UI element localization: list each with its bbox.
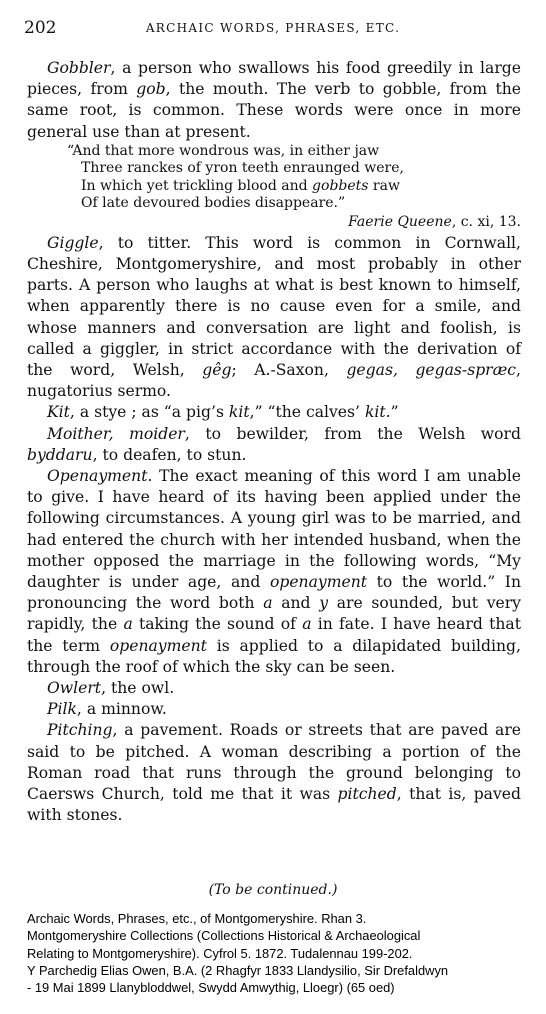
italic-term: openayment	[269, 573, 368, 592]
text-run: , to titter. This word is common in Cornwall, Cheshire, Montgomeryshire, and most probably in other parts. A person who laughs at what is best known to himself, when apparently there is no cause even for a smile, and whose manners and conversation are light and foolish, is called a giggler, in strict accordance with the derivation of the word, Welsh,	[27, 233, 521, 380]
text-run: ,” “the calves’	[249, 403, 365, 422]
source-note-line: Montgomeryshire Collections (Collections Historical & Archaeological	[27, 928, 421, 944]
source-note-line: Relating to Montgomeryshire). Cyfrol 5. 1872. Tudalennau 199-202.	[27, 945, 413, 961]
text-run: Of late devoured bodies disappeare.”	[81, 195, 346, 212]
glossary-entry	[27, 720, 521, 826]
text-run: Three ranckes of yron teeth enraunged were,	[81, 160, 404, 177]
source-note	[27, 910, 527, 996]
text-run: taking the sound of	[132, 615, 303, 634]
italic-term: gêg	[202, 361, 232, 380]
text-run: , the owl.	[101, 679, 175, 698]
text-run: , a minnow.	[76, 700, 167, 719]
italic-term: a	[123, 615, 133, 634]
italic-term: Owlert	[47, 679, 102, 698]
text-run: raw	[368, 177, 400, 194]
quotation-citation	[27, 213, 521, 231]
to-be-continued: (To be continued.)	[208, 882, 338, 898]
italic-term: Openayment	[47, 467, 148, 486]
italic-term: gegas, gegas-spræc	[346, 361, 517, 380]
verse-line	[67, 178, 521, 196]
italic-term: byddaru	[27, 445, 93, 464]
text-run: , to deafen, to stun.	[92, 445, 247, 464]
italic-term: y	[319, 594, 329, 613]
running-title: ARCHAIC WORDS, PHRASES, ETC.	[145, 21, 401, 35]
text-run: in fate. I have heard that the term	[27, 615, 521, 655]
glossary-entry	[27, 402, 521, 423]
glossary-entry	[27, 58, 521, 143]
text-run: is applied to a dilapidated building, through the roof of which the sky can be seen.	[27, 636, 521, 676]
source-note-line: Archaic Words, Phrases, etc., of Montgomeryshire. Rhan 3.	[27, 911, 367, 926]
glossary-entry	[27, 233, 521, 403]
glossary-entry	[27, 424, 521, 466]
italic-term: Gobbler	[47, 59, 111, 77]
italic-term: Giggle	[47, 233, 99, 252]
italic-term: gob	[136, 80, 166, 99]
glossary-entry	[27, 678, 521, 699]
text-run: , the mouth. The verb to gobble, from the same root, is common. These words were once in more general use than at present.	[27, 80, 521, 141]
verse-line	[67, 160, 521, 178]
verse-line	[67, 143, 521, 161]
verse-quotation	[67, 143, 521, 213]
italic-term: kit	[228, 403, 250, 422]
verse-line	[67, 195, 521, 213]
source-note-line: Y Parchedig Elias Owen, B.A. (2 Rhagfyr 1833 Llandysilio, Sir Drefaldwyn	[27, 962, 449, 978]
text-run: . The exact meaning of this word I am unable to give. I have heard of its having been applied under the following circumstances. A young girl was to be married, and had entered the church with her intended husband, when the mother opposed the marriage in the following words, “My daughter is under age, and	[27, 467, 521, 592]
italic-term: openayment	[109, 636, 207, 655]
glossary-entry	[27, 466, 521, 678]
text-run: , nugatorius sermo.	[27, 361, 521, 401]
italic-term: Moither, moider	[47, 424, 185, 443]
glossary-entry	[27, 699, 521, 720]
italic-term: pitched	[337, 785, 397, 804]
text-run: .”	[385, 403, 399, 422]
italic-term: Pitching	[47, 721, 113, 740]
text-run: and	[272, 594, 320, 613]
page-number: 202	[24, 18, 57, 38]
italic-term: Pilk	[47, 700, 77, 719]
text-run: ; A.-Saxon,	[231, 361, 347, 380]
text-run: to the world.” In pronouncing the word both	[27, 573, 522, 613]
glossary-body	[27, 58, 521, 827]
italic-term: gobbets	[312, 177, 369, 194]
text-run: , to bewilder, from the Welsh word	[184, 424, 521, 443]
italic-term: a	[263, 594, 273, 613]
text-run: , a person who swallows his food greedily in large pieces, from	[27, 59, 521, 99]
text-run: are sounded, but very rapidly, the	[27, 594, 521, 634]
text-run: , a pavement. Roads or streets that are paved are said to be pitched. A woman describing a portion of the Roman road that runs through the ground belonging to Caersws Church, told me that it was	[27, 721, 521, 804]
source-note-line: - 19 Mai 1899 Llanybloddwel, Swydd Amwythig, Lloegr) (65 oed)	[27, 980, 395, 996]
page-header	[24, 18, 522, 40]
text-run: In which yet trickling blood and	[81, 177, 313, 194]
italic-term: Faerie Queene	[348, 213, 452, 230]
italic-term: a	[302, 615, 312, 634]
text-run: , c. xi, 13.	[451, 213, 521, 230]
italic-term: Kit	[47, 403, 70, 422]
text-run: , that is, paved with stones.	[27, 785, 521, 825]
text-run: “And that more wondrous was, in either jaw	[67, 142, 380, 159]
italic-term: kit	[364, 403, 386, 422]
text-run: , a stye ; as “a pig’s	[69, 403, 229, 422]
